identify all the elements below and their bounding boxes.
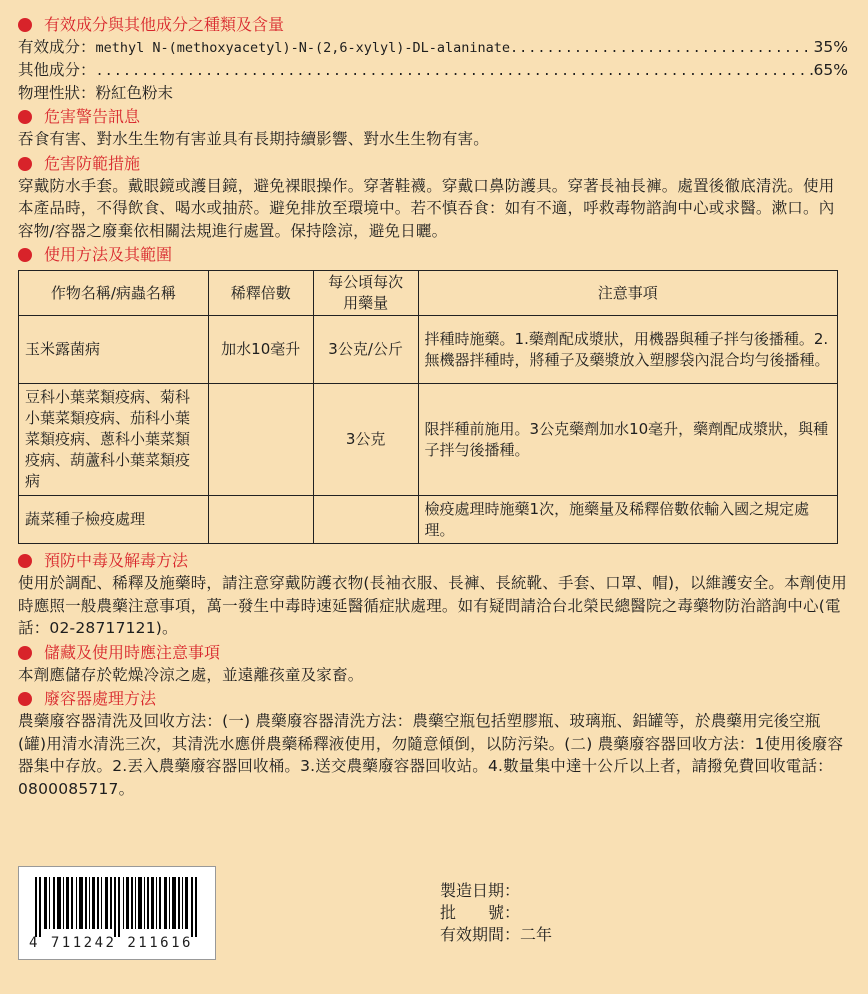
disposal-text: 農藥廢容器清洗及回收方法：(一) 農藥廢容器清洗方法：農藥空瓶包括塑膠瓶、玻璃瓶、鋁罐等，於農藥用完後空瓶(罐)用清水清洗三次，其清洗水應併農藥稀釋液使用，勿隨意傾倒，以防污染。(二) 農藥廢容器回收方法：1使用後廢容器集中存放。2.丟入農藥廢容器回收桶。3.送交農藥廢容器回收站。4.數量集中達十公斤以上者，請撥免費回收電話：0800085717。 <box>18 712 844 798</box>
bullet-icon <box>18 692 32 706</box>
table-row <box>19 384 838 496</box>
table-row <box>19 496 838 544</box>
bullet-icon <box>18 248 32 262</box>
cell-crop: 玉米露菌病 <box>19 316 209 384</box>
bullet-icon <box>18 110 32 124</box>
manufacture-date-row: 製造日期： <box>440 881 521 900</box>
dot-leader <box>96 60 814 82</box>
cell-dilution <box>208 384 313 496</box>
disposal-heading: 廢容器處理方法 <box>18 688 848 710</box>
poison-heading: 預防中毒及解毒方法 <box>18 550 848 572</box>
usage-table <box>18 270 838 544</box>
barcode-number: 4 711242 211616 <box>29 935 193 951</box>
bullet-icon <box>18 157 32 171</box>
expiry-row: 有效期間： 二年 <box>440 925 553 944</box>
barcode <box>18 866 216 960</box>
ingredients-heading: 有效成分與其他成分之種類及含量 <box>18 14 848 36</box>
bullet-icon <box>18 646 32 660</box>
table-row <box>19 316 838 384</box>
cell-notes: 限拌種前施用。3公克藥劑加水10毫升，藥劑配成漿狀，與種子拌勻後播種。 <box>418 384 837 496</box>
header-dilution: 稀釋倍數 <box>208 271 313 316</box>
cell-dose: 3公克 <box>313 384 418 496</box>
label-content <box>18 12 848 800</box>
cell-notes: 檢疫處理時施藥1次，施藥量及稀釋倍數依輸入國之規定處理。 <box>418 496 837 544</box>
bullet-icon <box>18 18 32 32</box>
cell-dose: 3公克/公斤 <box>313 316 418 384</box>
barcode-bars <box>31 877 203 937</box>
cell-dilution <box>208 496 313 544</box>
header-notes: 注意事項 <box>418 271 837 316</box>
cell-dose <box>313 496 418 544</box>
header-dose: 每公頃每次用藥量 <box>313 271 418 316</box>
physical-state-line: 物理性狀：粉紅色粉末 <box>18 84 174 102</box>
storage-text: 本劑應儲存於乾燥冷涼之處，並遠離孩童及家畜。 <box>18 665 364 684</box>
bullet-icon <box>18 554 32 568</box>
other-ingredient-line: 其他成分： ..... 65% <box>18 59 848 82</box>
usage-heading: 使用方法及其範圍 <box>18 244 848 266</box>
precaution-heading: 危害防範措施 <box>18 153 848 175</box>
table-header-row <box>19 271 838 316</box>
hazard-text: 吞食有害、對水生生物有害並具有長期持續影響、對水生生物有害。 <box>18 130 490 148</box>
cell-dilution: 加水10毫升 <box>208 316 313 384</box>
cell-notes: 拌種時施藥。1.藥劑配成漿狀，用機器與種子拌勻後播種。2.無機器拌種時，將種子及藥漿放入塑膠袋內混合均勻後播種。 <box>418 316 837 384</box>
active-ingredient-line: 有效成分： methyl N-(methoxyacetyl)-N-(2,6-xylyl)-DL-alaninate ..... 35% <box>18 36 848 59</box>
dot-leader <box>510 37 814 59</box>
cell-crop: 豆科小葉菜類疫病、菊科小葉菜類疫病、茄科小葉菜類疫病、蔥科小葉菜類疫病、葫蘆科小葉菜類疫病 <box>19 384 209 496</box>
header-crop: 作物名稱/病蟲名稱 <box>19 271 209 316</box>
cell-crop: 蔬菜種子檢疫處理 <box>19 496 209 544</box>
batch-row: 批 號： <box>440 903 521 922</box>
hazard-heading: 危害警告訊息 <box>18 106 848 128</box>
poison-text: 使用於調配、稀釋及施藥時，請注意穿戴防護衣物(長袖衣服、長褲、長統靴、手套、口罩、帽)，以維護安全。本劑使用時應照一般農藥注意事項，萬一發生中毒時速延醫循症狀處理。如有疑問請洽台北榮民總醫院之毒藥物防治諮詢中心(電話：02-28717121)。 <box>18 574 847 637</box>
manufacture-info <box>440 880 552 946</box>
precaution-text: 穿戴防水手套。戴眼鏡或護目鏡，避免裸眼操作。穿著鞋襪。穿戴口鼻防護具。穿著長袖長褲。處置後徹底清洗。使用本產品時，不得飲食、喝水或抽菸。避免排放至環境中。若不慎吞食：如有不適，呼救毒物諮詢中心或求醫。漱口。內容物/容器之廢棄依相關法規進行處置。保持陰涼，避免日曬。 <box>18 176 835 240</box>
storage-heading: 儲藏及使用時應注意事項 <box>18 642 848 664</box>
